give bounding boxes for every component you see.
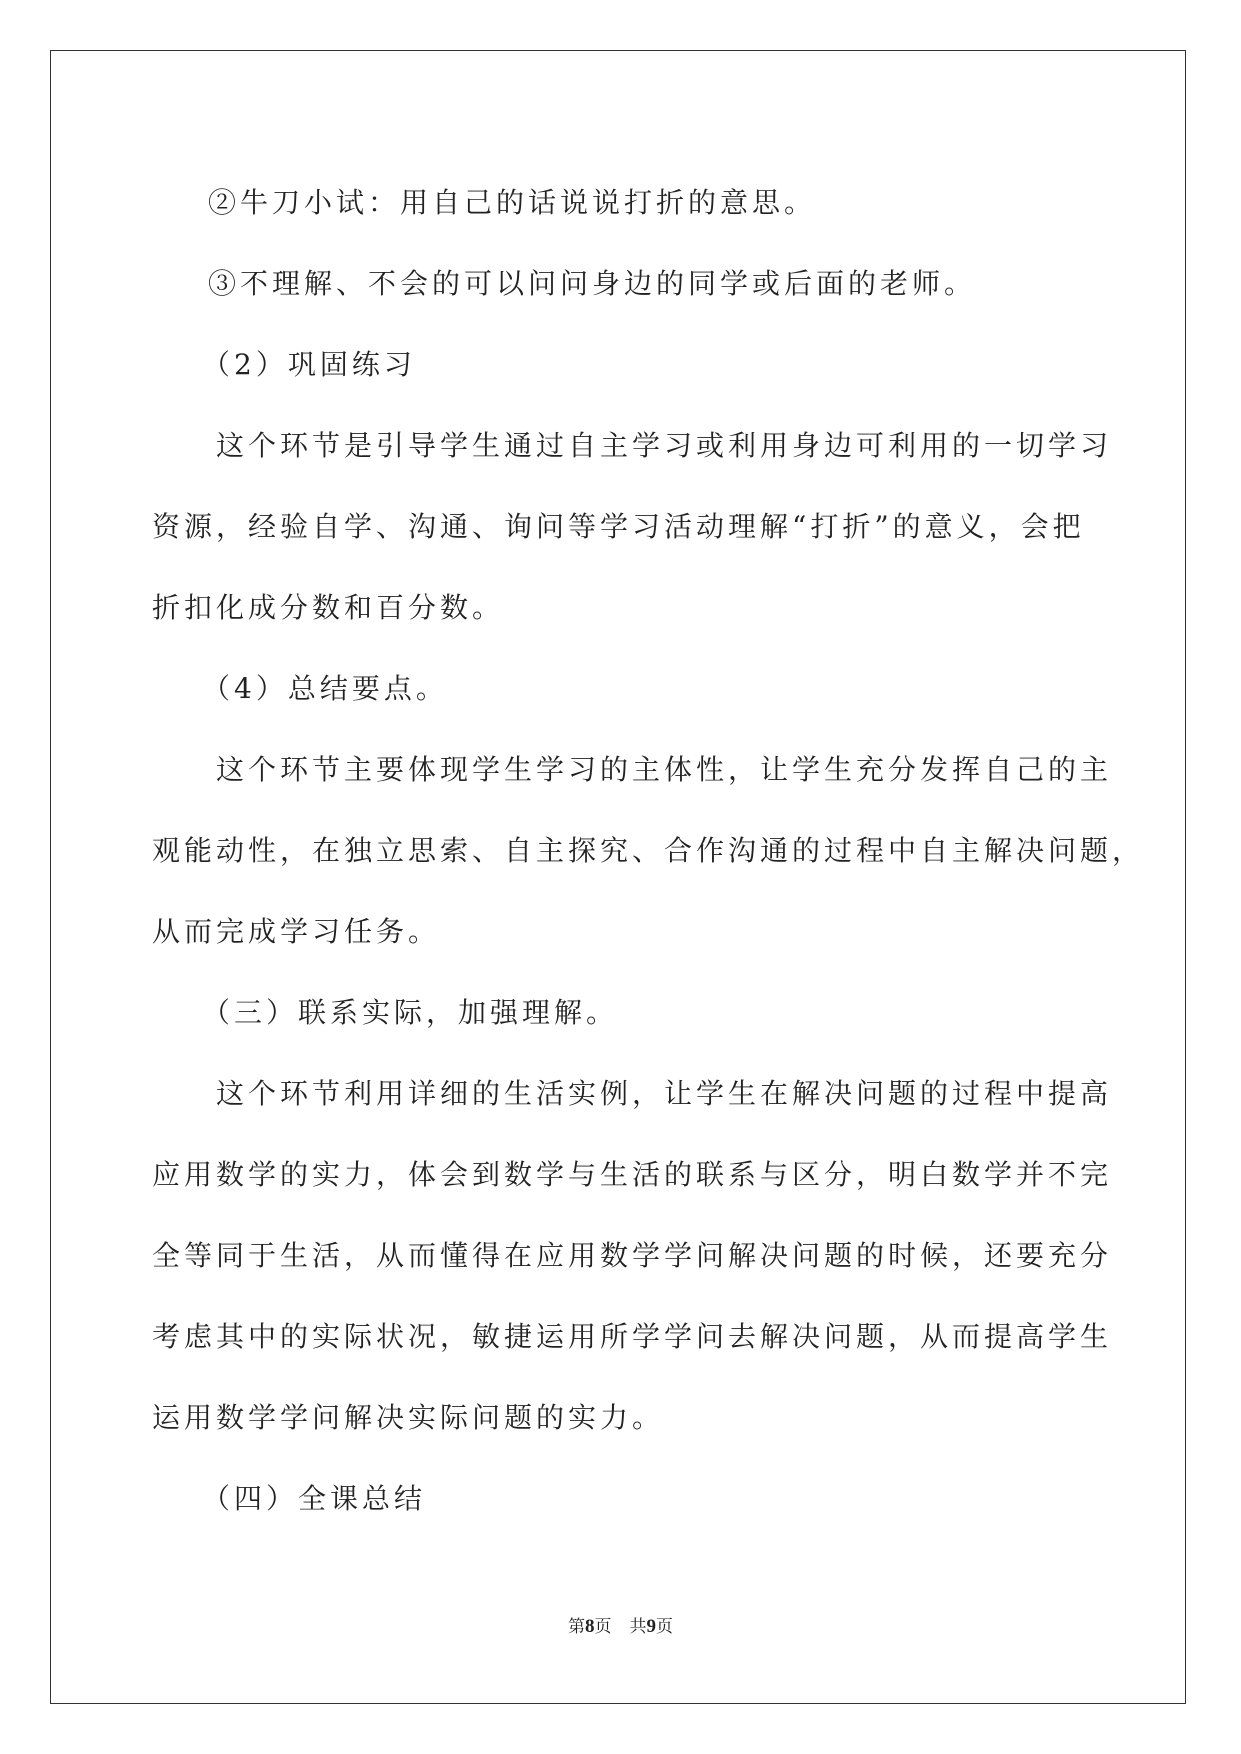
text-line: 观能动性，在独立思索、自主探究、合作沟通的过程中自主解决问题， [152, 834, 1145, 867]
text-line: 考虑其中的实际状况，敏捷运用所学学问去解决问题，从而提高学生 [152, 1320, 1113, 1353]
footer-total-suffix: 页 [656, 1617, 673, 1637]
footer-page-suffix: 页 [594, 1617, 612, 1637]
text-line: 这个环节利用详细的生活实例，让学生在解决问题的过程中提高 [216, 1077, 1113, 1110]
text-line: 应用数学的实力，体会到数学与生活的联系与区分，明白数学并不完 [152, 1158, 1113, 1191]
current-page-number: 8 [585, 1616, 595, 1637]
text-line: 全等同于生活，从而懂得在应用数学学问解决问题的时候，还要充分 [152, 1239, 1113, 1272]
text-line: 折扣化成分数和百分数。 [152, 591, 505, 624]
text-line: 资源，经验自学、沟通、询问等学习活动理解“打折”的意义，会把 [152, 510, 1085, 543]
total-pages-number: 9 [646, 1616, 656, 1637]
text-line: ②牛刀小试：用自己的话说说打折的意思。 [208, 186, 817, 219]
section-heading: （四）全课总结 [202, 1482, 427, 1515]
text-line: 这个环节是引导学生通过自主学习或利用身边可利用的一切学习 [216, 429, 1113, 462]
text-line: ③不理解、不会的可以问问身边的同学或后面的老师。 [208, 267, 977, 300]
document-body [152, 162, 1145, 1539]
text-line: 运用数学学问解决实际问题的实力。 [152, 1401, 665, 1434]
page-footer [0, 1612, 1241, 1638]
footer-prefix: 第 [568, 1617, 585, 1637]
text-line: 这个环节主要体现学生学习的主体性，让学生充分发挥自己的主 [216, 753, 1113, 786]
section-heading: （4）总结要点。 [202, 672, 448, 705]
section-heading: （三）联系实际，加强理解。 [202, 996, 619, 1029]
text-line: 从而完成学习任务。 [152, 915, 441, 948]
footer-total-prefix: 共 [629, 1617, 647, 1637]
section-heading: （2）巩固练习 [202, 348, 416, 381]
